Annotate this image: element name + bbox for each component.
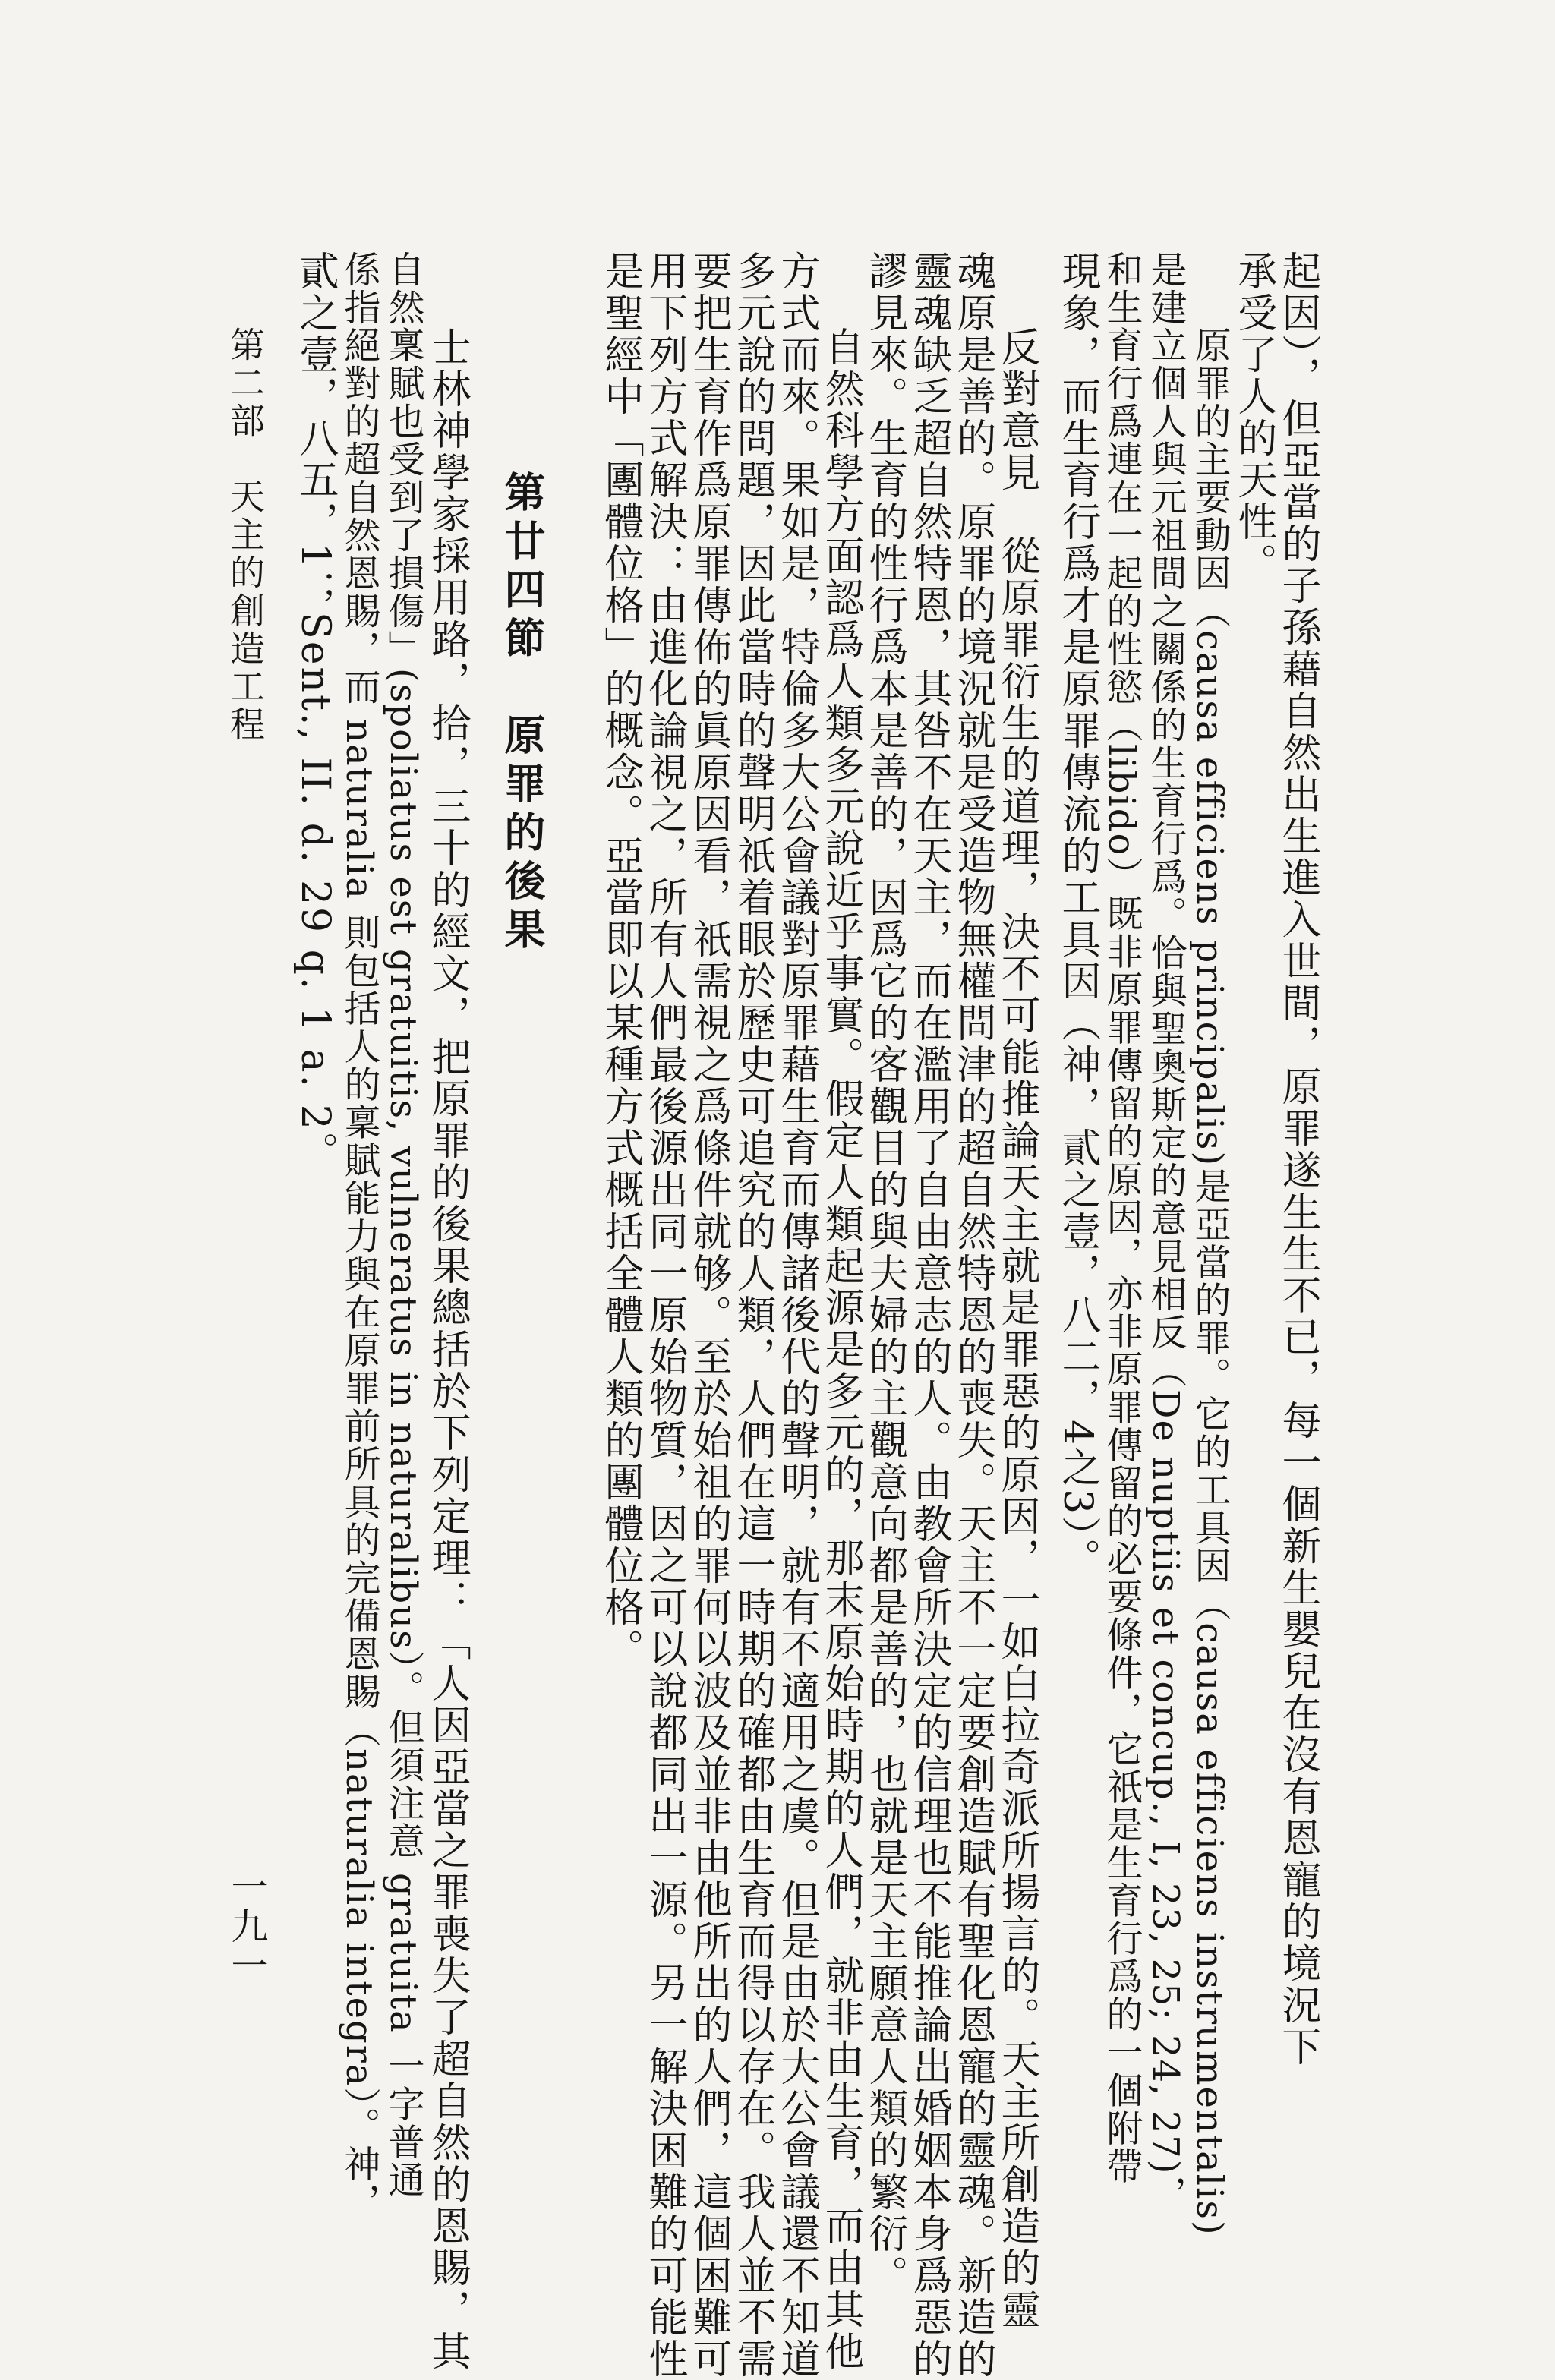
text-column-9: 靈魂缺乏超自然特恩，其咎不在天主，而在濫用了自由意志的人。由教會所決定的信理也不能推論出婚姻本身爲惡的 [906,251,951,2380]
text-column-16: 是聖經中「團體位格」的概念。亞當即以某種方式概括全體人類的團體位格。 [598,251,643,1670]
text-column-2: 承受了人的天性。 [1231,251,1276,585]
text-column-8: 魂原是善的。原罪的境況就是受造物無權問津的超自然特恩的喪失。天主不一定要創造賦有聖化恩寵的靈魂。新造的 [950,251,995,2380]
text-column-4: 是建立個人與元祖間之關係的生育行爲。恰與聖奧斯定的意見相反（De nuptiis et concup., I, 23, 25; 24, 27)， [1144,251,1187,2214]
text-column-20: 貳之壹，八五，1；Sent., II. d. 29 q. 1 a. 2。 [292,251,338,1174]
page-number: 一九一 [225,1868,267,1986]
text-column-12: 方式而來。果如是，特倫多大公會議對原罪藉生育而傳諸後代的聲明，就有不適用之虞。但是由於大公會議還不知道 [774,251,819,2380]
text-column-14: 要把生育作爲原罪傳佈的眞原因看，祇需視之爲條件就够。至於始祖的罪何以波及並非由他所出的人們，這個困難可 [686,251,731,2380]
text-column-11: 自然科學方面認爲人類多元說近乎事實。假定人類起源是多元的，那末原始時期的人們，就非由生育，而由其他 [818,326,863,2372]
text-column-15: 用下列方式解決：由進化論視之，所有人們最後源出同一原始物質，因之可以說都同出一源。另一解決困難的可能性 [642,251,687,2380]
text-column-18: 自然稟賦也受到了損傷」(spoliatus est gratuitis, vulneratus in naturalibus）。但須注意 gratuita 一字普通 [382,251,424,2199]
text-column-3: 原罪的主要動因（causa efficiens principalis)是亞當的罪。它的工具因（causa efficiens instrumentalis) [1188,326,1231,2237]
text-column-17: 士林神學家採用路，拾，三十的經文，把原罪的後果總括於下列定理：「人因亞當之罪喪失了超自然的恩賜，其 [424,326,470,2372]
section-heading: 第廿四節 原罪的後果 [498,471,547,957]
text-column-13: 多元說的問題，因此當時的聲明祇着眼於歷史可追究的人類，人們在這一時期的確都由生育而得以存在。我人並不需 [730,251,775,2380]
text-column-7-objection: 反對意見 從原罪衍生的道理，決不可能推論天主就是罪惡的原因，一如白拉奇派所揚言的。天主所創造的靈 [994,326,1039,2331]
text-column-5: 和生育行爲連在一起的性慾（libido）既非原罪傳留的原因，亦非原罪傳留的必要條件，它祇是生育行爲的一個附帶 [1100,251,1143,2186]
running-head: 第二部 天主的創造工程 [225,326,266,744]
text-column-1: 起因），但亞當的子孫藉自然出生進入世間，原罪遂生生不已，每一個新生嬰兒在沒有恩寵的境況下 [1275,251,1320,2068]
text-column-10: 謬見來。生育的性行爲本是善的，因爲它的客觀目的與夫婦的主觀意向都是善的，也就是天主願意人類的繁衍。 [862,251,907,2296]
text-column-6: 現象，而生育行爲才是原罪傳流的工具因（神，貳之壹，八二，4之3）。 [1055,251,1100,1581]
text-column-19: 係指絕對的超自然恩賜，而 naturalia 則包括人的稟賦能力與在原罪前所具的完備恩賜（naturalia integra）。神， [338,251,380,2221]
